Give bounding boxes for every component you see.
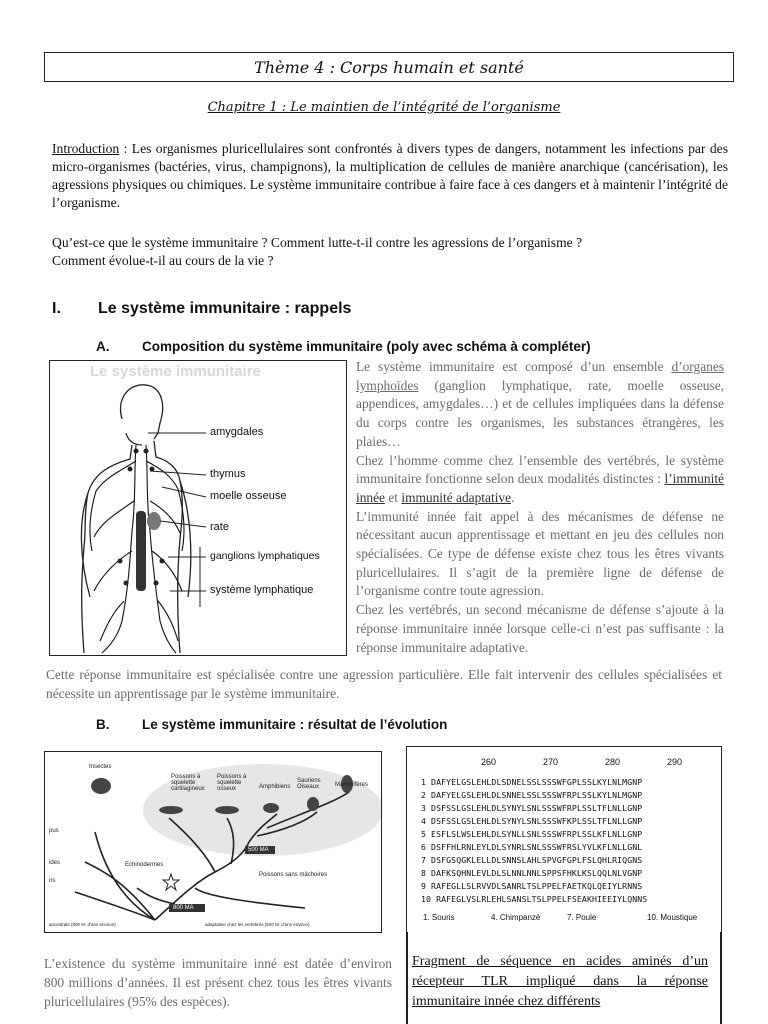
sequence-row: 10 RAFEGLVSLRLEHLSANSLTSLPPELFSEAKHIEEIYLQNNS [421,894,648,904]
sequence-row: 6 DSFFHLRNLEYLDLSYNRLSNLSSSWFRSLYVLKFLNLLGNL [421,842,643,852]
tree-label-amphibiens: Amphibiens [259,784,291,790]
tree-label-left-1: pus [49,828,59,834]
figure-watermark-title: Le système immunitaire [90,363,261,380]
label-moelle-osseuse: moelle osseuse [210,490,287,502]
sequence-row: 1 DAFYELGSLEHLDLSDNELSSLSSSWFGPLSSLKYLNLMGNP [421,777,643,787]
sequence-row: 3 DSFSSLGSLEHLDLSYNYLSNLSSSWFRPLSSLTFLNLLGNP [421,803,643,813]
organes-lymphoides-term: d’organes lymphoïdes [356,359,724,393]
sequence-row: 7 DSFGSQGKLELLDLSNNSLAHLSPVGFGPLFSLQHLRIQGNS [421,855,643,865]
subsection-b-title: Le système immunitaire : résultat de l’évolution [142,717,448,732]
tree-label-left-2: ides [49,860,61,866]
paragraph-vertebres: Chez les vertébrés, un second mécanisme de défense s’ajoute à la réponse immunitaire innée lorsque celle-ci n’est pas suffisante : la réponse immunitaire adaptative. [356,602,724,655]
introduction-paragraph [52,140,728,212]
theme-title: Thème 4 : Corps humain et santé [44,52,734,82]
subsection-b-number: B. [96,717,110,732]
questions-paragraph [52,234,742,270]
tree-label-echinodermes: Echinodermes [125,862,164,868]
species-legend-chimpanze: 4. Chimpanzé [491,913,541,922]
section-1-number: I. [52,300,61,317]
tick-260: 260 [481,757,497,767]
tick-280: 280 [605,757,621,767]
question-line-2: Comment évolue-t-il au cours de la vie ? [52,253,274,268]
sequence-row: 4 DSFSSLGSLEHLDLSYNYLSNLSSSWFKPLSSLTFLNLLGNP [421,816,643,826]
introduction-text: : Les organismes pluricellulaires sont confrontés à divers types de dangers, notamment les infections par des micro-organismes (bactéries, virus, champignons), la multiplication de cellules de manière anarchique (cancérisation), les agressions physiques ou chimiques. Le système immunitaire contribue à faire face à ces dangers et à maintenir l’intégrité de l’organisme. [52,141,728,210]
text-fragment: Chez l’homme comme chez l’ensemble des vertébrés, le système immunitaire fonctionne selon deux modalités distinctes : [356,452,724,487]
tree-footnote-1: ancestrale (800 M. d’ans environ) [49,922,116,927]
figure-border-left [406,932,408,1024]
paragraph-adaptative: Cette réponse immunitaire est spécialisée contre une agression particulière. Elle fait intervenir des cellules spécialisées et nécessite un apprentissage par le système immunitaire. [46,667,722,701]
sequence-figure-caption: Fragment de séquence en acides aminés d’un récepteur TLR impliqué dans la réponse immunitaire innée chez différents [412,954,708,1009]
tree-label-poissons-osseux: Poissons à squelette osseux [217,774,247,792]
text-fragment: et [385,489,402,505]
text-fragment: Le système immunitaire est composé d’un ensemble [356,359,672,374]
chapter-title: Chapitre 1 : Le maintien de l’intégrité de l’organisme [207,100,561,115]
label-amygdales: amygdales [210,426,264,438]
subsection-a-heading [96,339,591,354]
section-1-title: Le système immunitaire : rappels [98,300,352,317]
paragraph-composition [356,358,724,452]
subsection-a-text [356,358,724,657]
species-legend-poule: 7. Poule [567,913,597,922]
tick-290: 290 [667,757,683,767]
tree-box-800ma: 800 MA [173,905,194,911]
immunite-adaptative-term: immunité adaptative [401,489,512,505]
phylogenetic-tree-figure [44,751,382,933]
tree-footnote-2: adaptative chez les vertébrés (500 M. d’ans environ) [205,922,310,927]
paragraph-innee: L’immunité innée fait appel à des mécanismes de défense ne nécessitant aucun apprentissage et mettant en jeu des cellules non spécialisées. Ce type de défense existe chez tous les êtres vivants pluricellulaires. Il s’agit de la première ligne de défense de l’organisme contre toute agression. [356,508,724,599]
question-line-1: Qu’est-ce que le système immunitaire ? Comment lutte-t-il contre les agressions de l’organisme ? [52,235,583,250]
label-systeme-lymphatique: système lymphatique [210,584,314,596]
tree-drawing [45,752,381,932]
section-1-heading [52,300,351,318]
tick-270: 270 [543,757,559,767]
subsection-a-number: A. [96,339,110,354]
tree-label-left-3: ns [49,878,56,884]
immunite-innee-term: l’immunité innée [356,471,724,505]
paragraph-modalites [356,452,724,508]
label-thymus: thymus [210,468,246,480]
species-legend-moustique: 10. Moustique [647,913,698,922]
text-fragment: (ganglion lymphatique, rate, moelle osseuse, appendices, amygdales…) et de cellules impliquées dans la défense du corps contre les organismes, les substances étrangères, les plaies… [356,377,724,449]
label-ganglions-lymphatiques: ganglions lymphatiques [210,550,320,562]
tree-label-insectes: Insectes [89,764,112,770]
innate-immunity-dating-text: L’existence du système immunitaire inné est datée d’environ 800 millions d’années. Il est présent chez tous les êtres vivants pluricellulaires (95% des espèces). [44,956,392,1009]
text-fragment: . [511,489,515,505]
immune-system-figure [49,360,347,656]
sequence-row: 8 DAFKSQHNLEVLDLSLNNLNNLSPPSFHKLKSLQQLNLVGNP [421,868,643,878]
tree-label-poissons-sans-machoires: Poissons sans mâchoires [259,872,328,878]
species-legend-souris: 1. Souris [423,913,455,922]
sequence-row: 9 RAFEGLLSLRVVDLSANRLTSLPPELFAETKQLQEIYLRNNS [421,881,643,891]
label-rate: rate [210,521,229,533]
sequence-alignment-figure [406,746,722,932]
figure-border-right [720,932,722,1024]
subsection-b-heading [96,717,447,732]
subsection-a-title: Composition du système immunitaire (poly avec schéma à compléter) [142,339,591,354]
introduction-label: Introduction [52,141,120,156]
tree-label-poissons-cartilagineux: Poissons à squelette cartilagineux [171,774,205,792]
tree-label-sauriens-oiseaux: Sauriens Oiseaux [297,778,321,790]
sequence-row: 2 DAFYELGSLEHLDLSNNELSSLSSSWFRPLSSLKYLNLMGNP [421,790,643,800]
tree-box-500ma: 500 MA [248,847,269,853]
sequence-row: 5 ESFLSLWSLEHLDLSYNLLSNLSSSWFRPLSSLKFLNLLGNP [421,829,643,839]
tree-label-mammiferes: Mammifères [335,782,369,788]
body-outline-drawing [50,361,346,655]
